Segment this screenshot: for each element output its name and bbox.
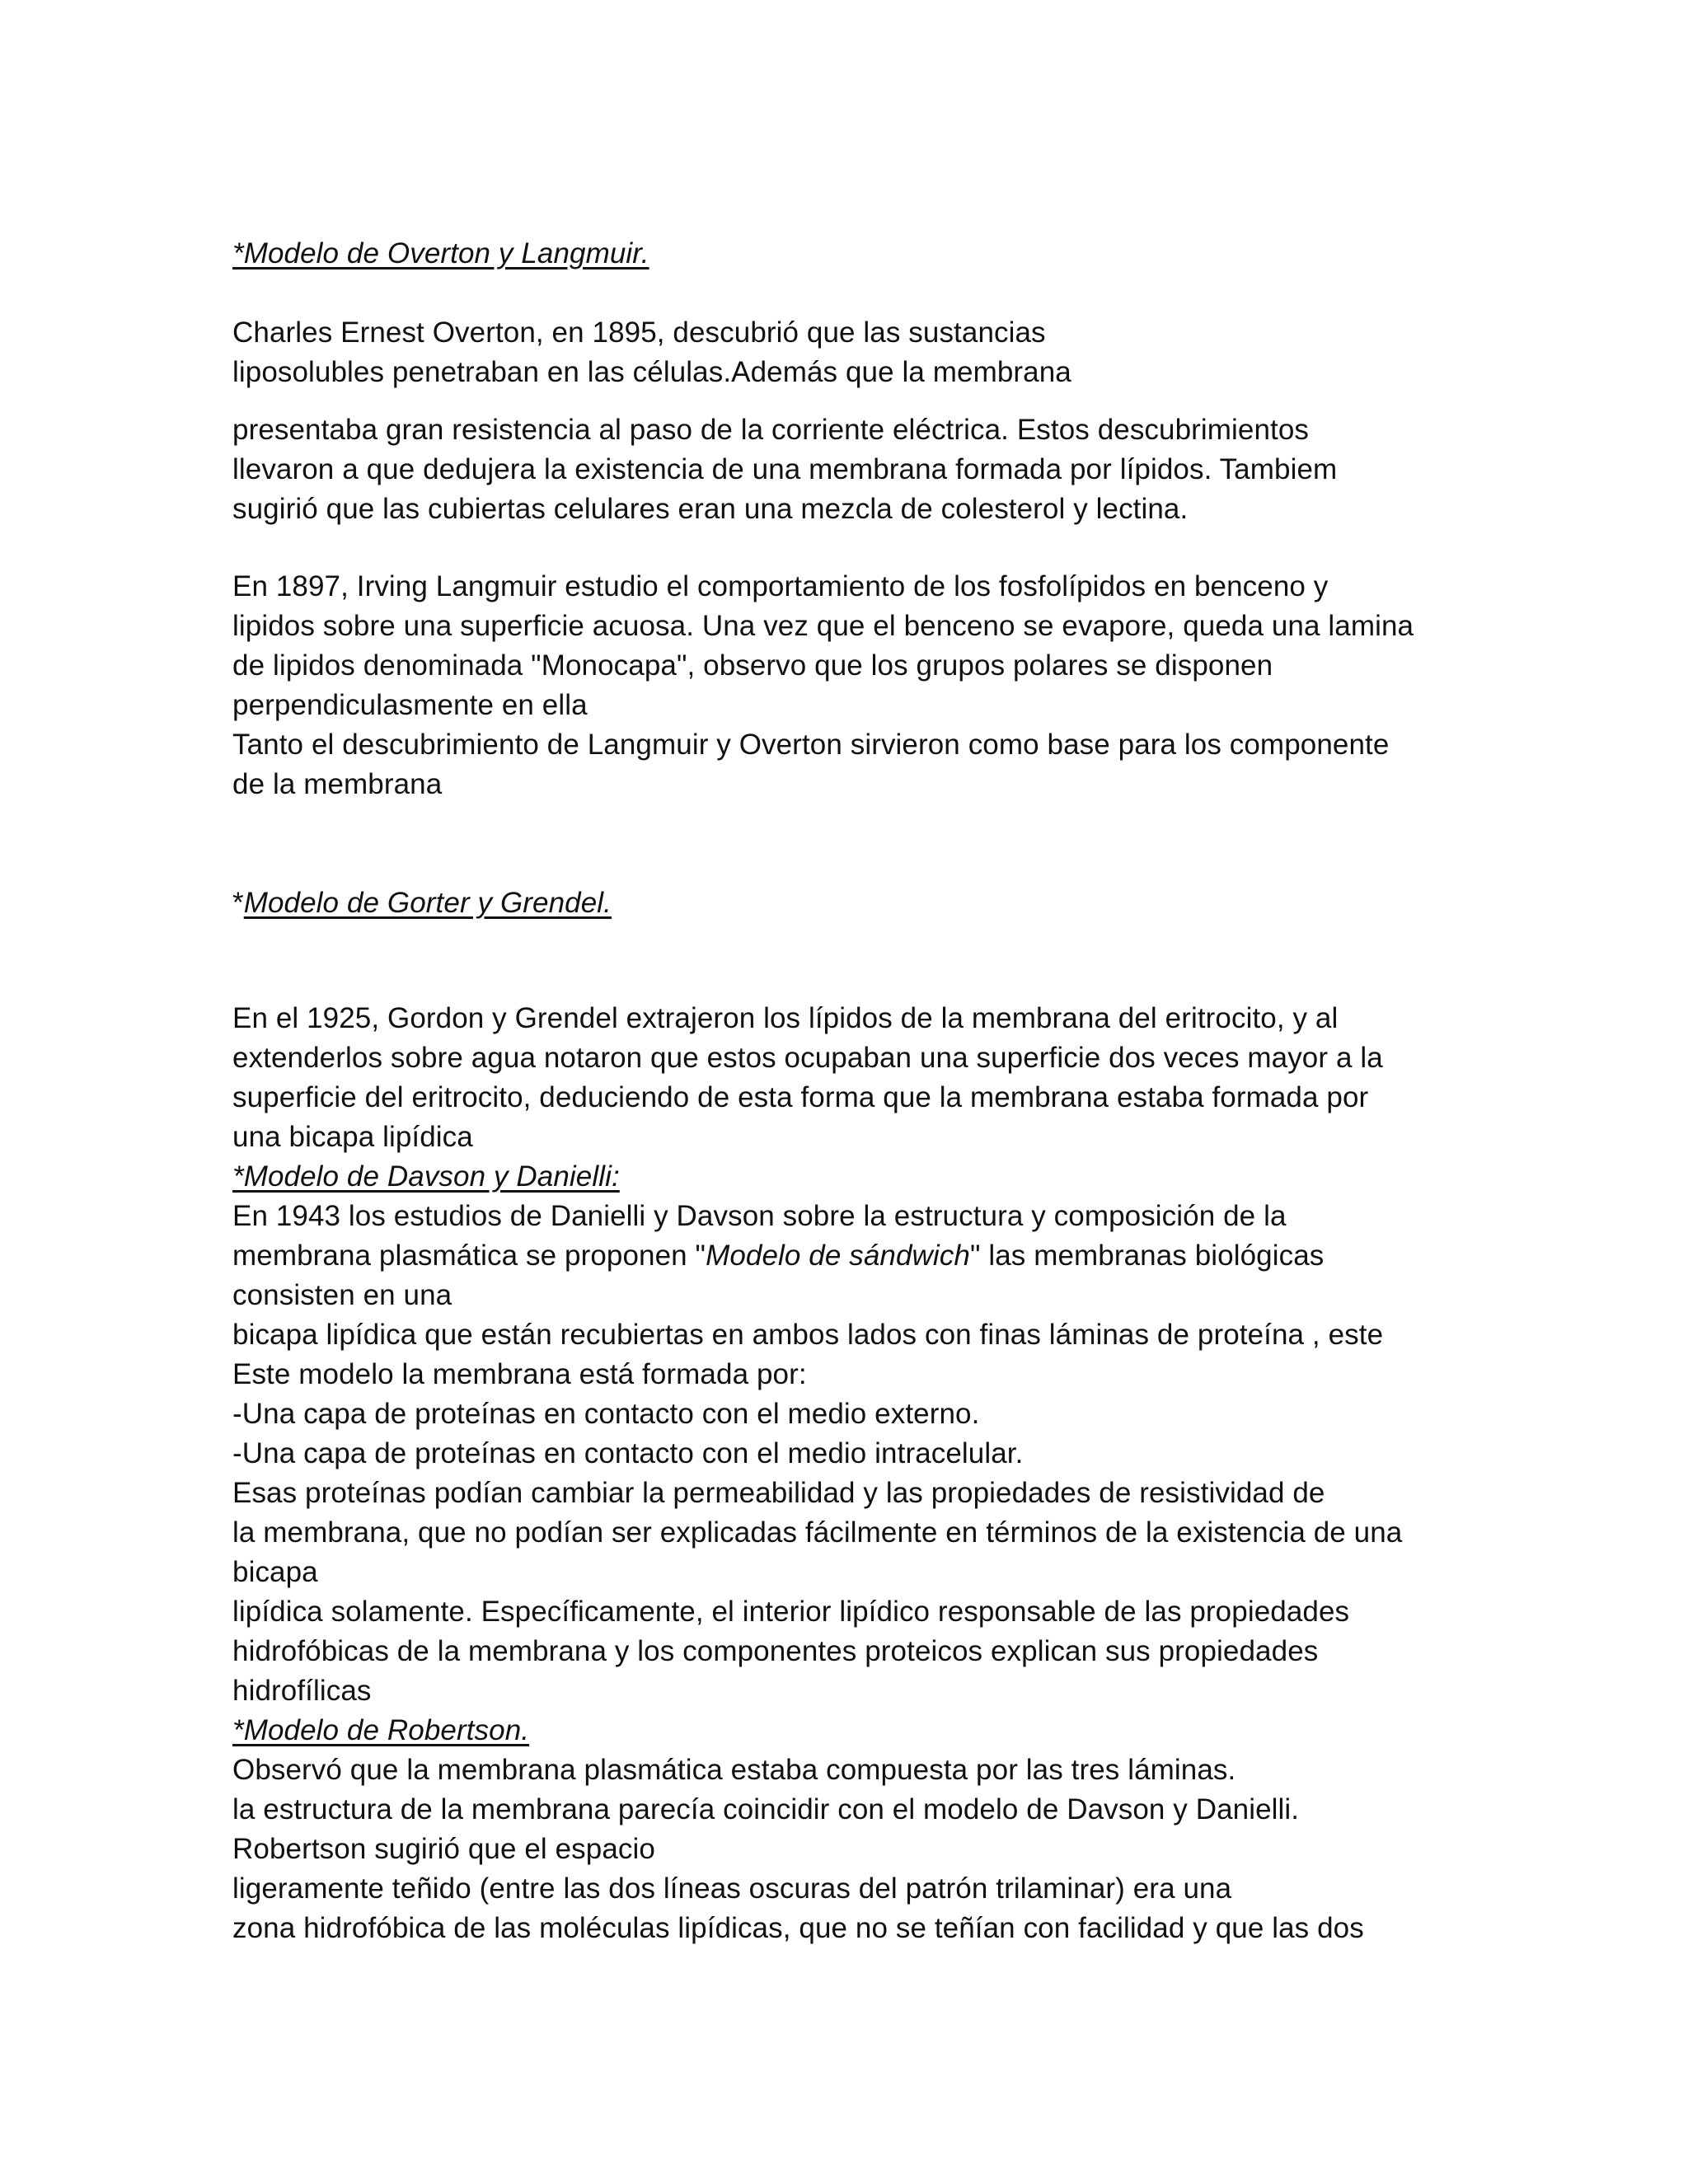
paragraph-line: ligeramente teñido (entre las dos líneas oscuras del patrón trilaminar) era una: [232, 1872, 1232, 1905]
paragraph-line: de la membrana: [232, 768, 443, 800]
paragraph-line: bicapa lipídica que están recubiertas en ambos lados con finas láminas de proteína , este: [232, 1319, 1384, 1351]
paragraph-line: de lipidos denominada "Monocapa", observo que los grupos polares se disponen: [232, 649, 1273, 682]
paragraph-line: la membrana, que no podían ser explicadas fácilmente en términos de la existencia de una: [232, 1516, 1403, 1549]
section-heading-robertson: *Modelo de Robertson.: [232, 1714, 530, 1746]
paragraph-line: una bicapa lipídica: [232, 1121, 473, 1153]
paragraph-line: perpendiculasmente en ella: [232, 689, 588, 721]
paragraph-line: Este modelo la membrana está formada por:: [232, 1358, 807, 1390]
section-heading-gorter-grendel: [232, 885, 612, 921]
paragraph-line: llevaron a que dedujera la existencia de una membrana formada por lípidos. Tambiem: [232, 453, 1338, 485]
paragraph-line: Esas proteínas podían cambiar la permeabilidad y las propiedades de resistividad de: [232, 1477, 1325, 1509]
list-item: -Una capa de proteínas en contacto con el medio intracelular.: [232, 1437, 1024, 1469]
paragraph-line: En 1897, Irving Langmuir estudio el comportamiento de los fosfolípidos en benceno y: [232, 570, 1329, 602]
paragraph-line: sugirió que las cubiertas celulares eran una mezcla de colesterol y lectina.: [232, 493, 1189, 525]
paragraph-line: zona hidrofóbica de las moléculas lipídicas, que no se teñían con facilidad y que las dos: [232, 1912, 1364, 1944]
paragraph-line: Observó que la membrana plasmática estaba compuesta por las tres láminas.: [232, 1754, 1236, 1786]
paragraph-line: En el 1925, Gordon y Grendel extrajeron los lípidos de la membrana del eritrocito, y al: [232, 1002, 1339, 1034]
paragraph-line: Charles Ernest Overton, en 1895, descubrió que las sustancias: [232, 316, 1046, 349]
paragraph-line: hidrofóbicas de la membrana y los componentes proteicos explican sus propiedades: [232, 1635, 1319, 1667]
paragraph-line: presentaba gran resistencia al paso de la corriente eléctrica. Estos descubrimientos: [232, 414, 1310, 446]
paragraph-line: bicapa: [232, 1556, 318, 1588]
italic-term: Modelo de sándwich: [706, 1240, 970, 1272]
paragraph-line: lipidos sobre una superficie acuosa. Una vez que el benceno se evapore, queda una lamina: [232, 610, 1414, 642]
paragraph-line: hidrofílicas: [232, 1675, 372, 1707]
paragraph-line: la estructura de la membrana parecía coincidir con el modelo de Davson y Danielli.: [232, 1793, 1300, 1825]
paragraph-line: consisten en una: [232, 1279, 452, 1311]
paragraph-line: lipídica solamente. Específicamente, el interior lipídico responsable de las propiedades: [232, 1596, 1350, 1628]
paragraph-line: liposolubles penetraban en las células.Además que la membrana: [232, 356, 1071, 388]
paragraph-line: extenderlos sobre agua notaron que estos ocupaban una superficie dos veces mayor a la: [232, 1042, 1383, 1074]
heading-star: *: [232, 887, 244, 919]
heading-text: Modelo de Gorter y Grendel.: [243, 887, 612, 919]
paragraph-line: [232, 1238, 1324, 1274]
paragraph-line: Robertson sugirió que el espacio: [232, 1833, 655, 1865]
section-heading-davson-danielli: *Modelo de Davson y Danielli:: [232, 1160, 620, 1193]
section-heading-overton-langmuir: *Modelo de Overton y Langmuir.: [232, 237, 649, 269]
list-item: -Una capa de proteínas en contacto con el medio externo.: [232, 1398, 980, 1430]
paragraph-line: superficie del eritrocito, deduciendo de esta forma que la membrana estaba formada por: [232, 1081, 1369, 1113]
text-run: membrana plasmática se proponen ": [232, 1240, 706, 1272]
paragraph-line: En 1943 los estudios de Danielli y Davson sobre la estructura y composición de la: [232, 1200, 1287, 1232]
text-run: " las membranas biológicas: [969, 1240, 1325, 1272]
paragraph-line: Tanto el descubrimiento de Langmuir y Overton sirvieron como base para los componente: [232, 729, 1390, 761]
